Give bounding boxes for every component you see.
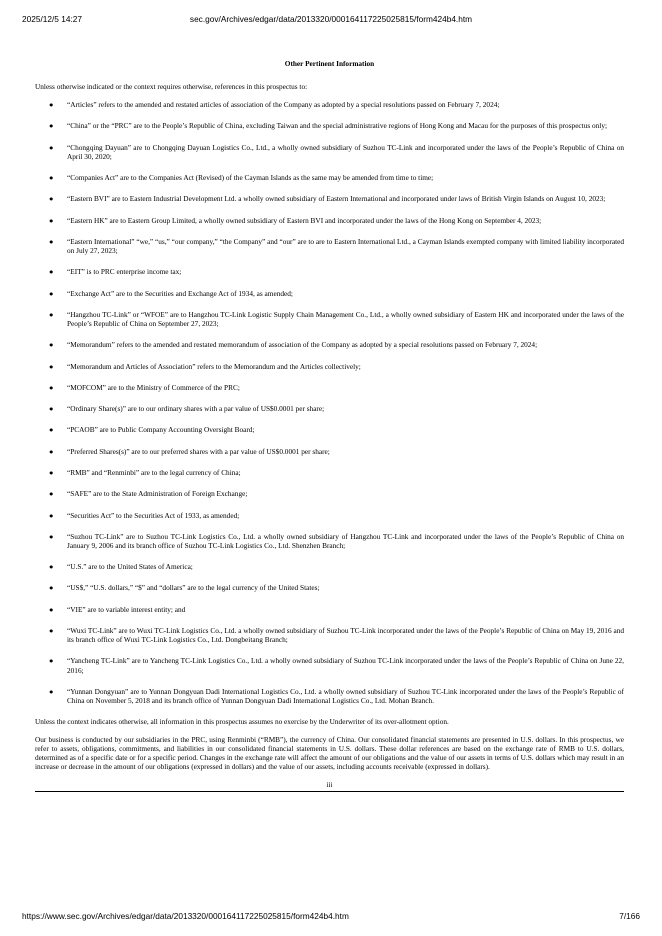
definition-text: “PCAOB” are to Public Company Accounting Oversight Board; [67, 425, 255, 435]
definition-text: “Suzhou TC-Link” are to Suzhou TC-Link Logistics Co., Ltd. a wholly owned subsidiary of Hangzhou TC-Link and incorporated under the laws of the People’s Republic of China on January 9, 2006 and its branch office of Suzhou TC-Link Logistics Co., Ltd. Shenzhen Branch; [67, 531, 624, 550]
definition-text: “Hangzhou TC-Link” or “WFOE” are to Hangzhou TC-Link Logistic Supply Chain Management Co., Ltd., a wholly owned subsidiary of Eastern HK and incorporated under the laws of the People’s Republic of China on September 27, 2023; [67, 309, 624, 328]
section-heading: Other Pertinent Information [284, 59, 375, 68]
definition-item [35, 383, 624, 392]
definition-item [35, 340, 624, 349]
definition-text: “Memorandum” refers to the amended and restated memorandum of association of the Company as adopted by a special resolutions passed on February 7, 2024; [67, 340, 538, 350]
bullet-icon: ● [49, 404, 54, 414]
definition-item [35, 447, 624, 456]
definition-item [35, 583, 624, 592]
page-divider [35, 791, 624, 792]
definition-item [35, 532, 624, 550]
definition-text: “Eastern International” “we,” “us,” “our company,” “the Company” and “our” are to are to Eastern International Ltd., a Cayman Islands exempted company with limited liability incorporated on July 27, 2023; [67, 236, 624, 256]
definition-text: “Securities Act” to the Securities Act of 1933, as amended; [67, 510, 240, 520]
definition-item [35, 267, 624, 276]
document-body [35, 59, 624, 792]
currency-paragraph: Our business is conducted by our subsidiaries in the PRC, using Renminbi (“RMB”), the currency of China. Our consolidated financial statements are presented in U.S. dollars. In this prospectus, we refer to assets, obligations, commitments, and liabilities in our consolidated financial statements in U.S. dollars. These dollar references are based on the exchange rate of RMB to U.S. dollars, determined as of a specific date or for a specific period. Changes in the exchange rate will affect the amount of our obligations and the value of our assets in terms of U.S. dollars which may result in an increase or decrease in the amount of our obligations (expressed in dollars) and the value of our assets, including accounts receivable (expressed in dollars). [35, 734, 624, 772]
bullet-icon: ● [49, 236, 54, 246]
definition-item [35, 100, 624, 109]
bullet-icon: ● [49, 142, 54, 152]
bullet-icon: ● [49, 267, 54, 277]
print-header [22, 14, 640, 26]
intro-text: Unless otherwise indicated or the context requires otherwise, references in this prospectus to: [35, 82, 308, 92]
definition-text: “China” or the “PRC” are to the People’s Republic of China, excluding Taiwan and the special administrative regions of Hong Kong and Macau for the purposes of this prospectus only; [67, 121, 608, 131]
bullet-icon: ● [49, 686, 54, 696]
definition-text: “Yunnan Dongyuan” are to Yunnan Dongyuan Dadi International Logistics Co., Ltd. a wholly owned subsidiary of Suzhou TC-Link incorporated under the laws of the People’s Republic of China on November 5, 2018 and its branch office of Yunnan Dongyuan Dadi International Logistics Co., Ltd. Mohan Branch. [67, 686, 624, 705]
bullet-icon: ● [49, 604, 54, 614]
over-allotment-paragraph: Unless the context indicates otherwise, all information in this prospectus assumes no exercise by the Underwriter of its over-allotment option. [35, 717, 449, 727]
definition-text: “U.S.” are to the United States of America; [67, 562, 193, 572]
bullet-icon: ● [49, 425, 54, 435]
bullet-icon: ● [49, 309, 54, 319]
bullet-icon: ● [49, 340, 54, 350]
definition-item [35, 562, 624, 571]
definition-item [35, 425, 624, 434]
definitions-list [35, 100, 624, 705]
definition-text: “Ordinary Share(s)” are to our ordinary shares with a par value of US$0.0001 per share; [67, 404, 325, 414]
definition-item [35, 656, 624, 674]
definition-item [35, 289, 624, 298]
bullet-icon: ● [49, 531, 54, 541]
definition-item [35, 216, 624, 225]
definition-item [35, 687, 624, 705]
definition-text: “Eastern BVI” are to Eastern Industrial Development Ltd. a wholly owned subsidiary of Eastern International and incorporated under laws of British Virgin Islands on August 10, 2023; [67, 194, 606, 204]
bullet-icon: ● [49, 194, 54, 204]
definition-item [35, 121, 624, 130]
print-page-title: sec.gov/Archives/edgar/data/2013320/000164117225025815/form424b4.htm [189, 14, 473, 24]
bullet-icon: ● [49, 467, 54, 477]
definition-item [35, 605, 624, 614]
definition-text: “Memorandum and Articles of Association” refers to the Memorandum and the Articles collectively; [67, 361, 361, 371]
definition-text: “Chongqing Dayuan” are to Chongqing Dayuan Logistics Co., Ltd., a wholly owned subsidiary of Suzhou TC-Link and incorporated under the laws of the People’s Republic of China on April 30, 2020; [67, 142, 624, 161]
print-url: https://www.sec.gov/Archives/edgar/data/2013320/000164117225025815/form424b4.htm [22, 911, 349, 921]
definition-text: “Yancheng TC-Link” are to Yancheng TC-Link Logistics Co., Ltd. a wholly owned subsidiary of Suzhou TC-Link incorporated under the laws of the People’s Republic of China on June 22, 2016; [67, 656, 624, 675]
definition-text: “Eastern HK” are to Eastern Group Limited, a wholly owned subsidiary of Eastern BVI and incorporated under the laws of the Hong Kong on September 4, 2023; [67, 215, 542, 225]
bullet-icon: ● [49, 100, 54, 110]
definition-item [35, 310, 624, 328]
definition-text: “Preferred Shares(s)” are to our preferred shares with a par value of US$0.0001 per share; [67, 446, 330, 456]
bullet-icon: ● [49, 489, 54, 499]
definition-text: “Wuxi TC-Link” are to Wuxi TC-Link Logistics Co., Ltd. a wholly owned subsidiary of Suzhou TC-Link incorporated under the laws of the People’s Republic of China on May 19, 2016 and its branch office of Wuxi TC-Link Logistics Co., Ltd. Dongbeitang Branch; [67, 626, 624, 645]
definition-item [35, 143, 624, 161]
bullet-icon: ● [49, 446, 54, 456]
definition-text: “VIE” are to variable interest entity; and [67, 604, 186, 614]
definition-item [35, 489, 624, 498]
definition-item [35, 194, 624, 203]
bullet-icon: ● [49, 173, 54, 183]
definition-item [35, 237, 624, 255]
bullet-icon: ● [49, 510, 54, 520]
definition-text: “RMB” and “Renminbi” are to the legal currency of China; [67, 467, 241, 477]
bullet-icon: ● [49, 656, 54, 666]
bullet-icon: ● [49, 215, 54, 225]
definition-text: “MOFCOM” are to the Ministry of Commerce of the PRC; [67, 382, 240, 392]
bullet-icon: ● [49, 361, 54, 371]
definition-item [35, 511, 624, 520]
definition-item [35, 173, 624, 182]
definition-text: “Exchange Act” are to the Securities and Exchange Act of 1934, as amended; [67, 288, 293, 298]
bullet-icon: ● [49, 382, 54, 392]
bullet-icon: ● [49, 626, 54, 636]
definition-item [35, 362, 624, 371]
definition-text: “Articles” refers to the amended and restated articles of association of the Company as adopted by a special resolutions passed on February 7, 2024; [67, 100, 500, 110]
definition-text: “EIT” is to PRC enterprise income tax; [67, 267, 182, 277]
bullet-icon: ● [49, 121, 54, 131]
definition-text: “US$,” “U.S. dollars,” “$” and “dollars” are to the legal currency of the United States; [67, 583, 320, 593]
bullet-icon: ● [49, 583, 54, 593]
definition-item [35, 404, 624, 413]
page-number: iii [326, 779, 333, 789]
bullet-icon: ● [49, 288, 54, 298]
print-datetime: 2025/12/5 14:27 [22, 14, 82, 24]
definition-item [35, 626, 624, 644]
definition-text: “SAFE” are to the State Administration of Foreign Exchange; [67, 489, 248, 499]
print-footer [22, 911, 640, 923]
definition-text: “Companies Act” are to the Companies Act (Revised) of the Cayman Islands as the same may be amended from time to time; [67, 173, 434, 183]
bullet-icon: ● [49, 562, 54, 572]
print-page-counter: 7/166 [619, 911, 640, 921]
definition-item [35, 468, 624, 477]
